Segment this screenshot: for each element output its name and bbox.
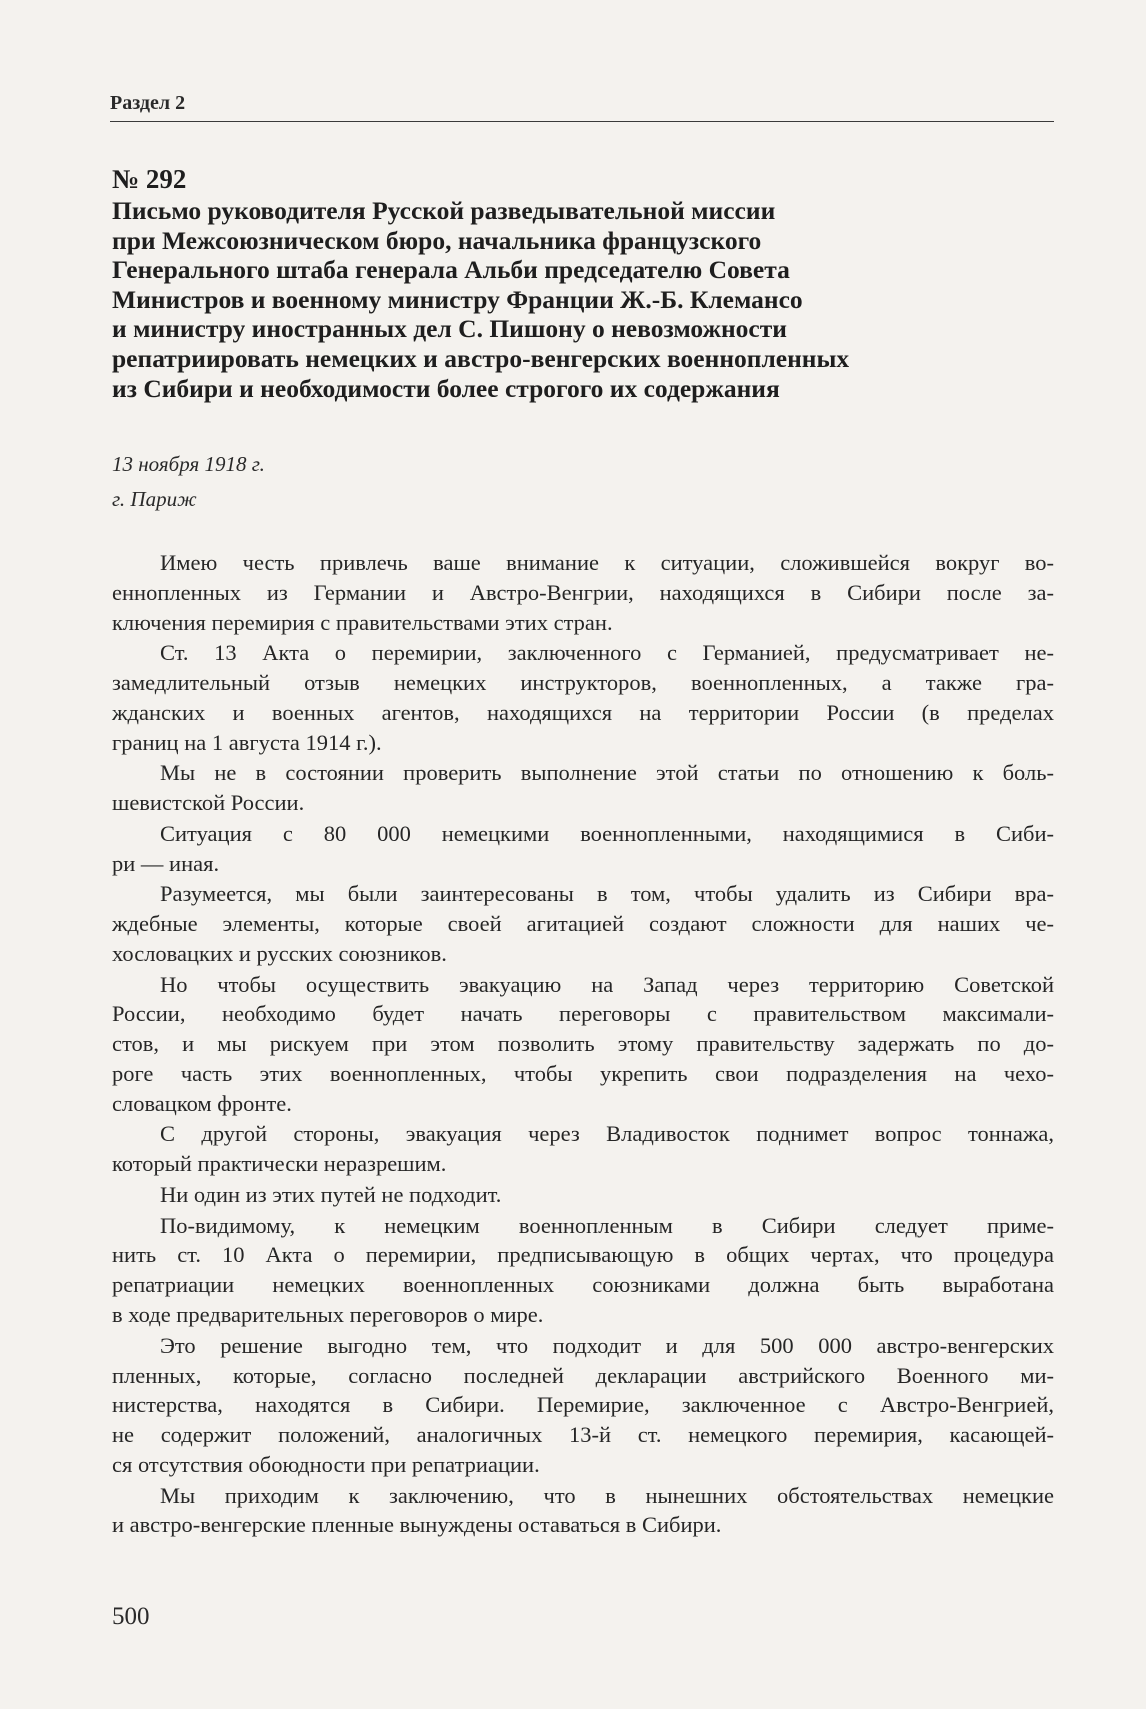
- title-line: Генерального штаба генерала Альби председателю Совета: [112, 255, 790, 285]
- body-paragraph: [112, 1211, 1054, 1330]
- body-line: хословацких и русских союзников.: [112, 940, 447, 966]
- body-line: Имею честь привлечь ваше внимание к ситуации, сложившейся вокруг во-: [160, 550, 1054, 575]
- body-line: пленных, которые, согласно последней декларации австрийского Военного ми-: [112, 1362, 1054, 1388]
- body-line: Ни один из этих путей не подходит.: [160, 1181, 502, 1207]
- body-paragraph: [112, 1481, 1054, 1541]
- body-line: замедлительный отзыв немецких инструкторов, военнопленных, а также гра-: [112, 670, 1054, 696]
- body-line: ключения перемирия с правительствами этих стран.: [112, 609, 613, 635]
- body-line: Ст. 13 Акта о перемирии, заключенного с Германией, предусматривает не-: [160, 640, 1054, 666]
- body-line: шевистской России.: [112, 790, 305, 816]
- body-line: По-видимому, к немецким военнопленным в Сибири следует приме-: [160, 1212, 1054, 1238]
- body-line: нить ст. 10 Акта о перемирии, предписывающую в общих чертах, что процедура: [112, 1242, 1054, 1268]
- title-line: репатриировать немецких и австро-венгерских военнопленных: [112, 343, 850, 373]
- body-line: ждебные элементы, которые своей агитацией создают сложности для наших че-: [112, 911, 1054, 937]
- body-line: Мы не в состоянии проверить выполнение этой статьи по отношению к боль-: [160, 760, 1054, 786]
- body-line: ся отсутствия обоюдности при репатриации.: [112, 1451, 540, 1477]
- header-rule: [110, 121, 1054, 122]
- body-line: в ходе предварительных переговоров о мире.: [112, 1302, 544, 1328]
- body-line: нистерства, находятся в Сибири. Перемирие, заключенное с Австро-Венгрией,: [112, 1392, 1054, 1418]
- body-paragraph: [112, 1119, 1054, 1179]
- title-line: из Сибири и необходимости более строгого их содержания: [112, 373, 780, 403]
- title-line: Министров и военному министру Франции Ж.-Б. Клемансо: [112, 284, 803, 314]
- body-paragraph: [112, 1331, 1054, 1480]
- document-place: г. Париж: [112, 487, 197, 511]
- body-line: словацком фронте.: [112, 1090, 292, 1116]
- title-line: Письмо руководителя Русской разведывательной миссии: [112, 196, 776, 225]
- body-line: Ситуация с 80 000 немецкими военнопленными, находящимися в Сиби-: [160, 820, 1054, 846]
- body-line: роге часть этих военнопленных, чтобы укрепить свои подразделения на чехо-: [112, 1061, 1054, 1086]
- body-line: Это решение выгодно тем, что подходит и для 500 000 австро-венгерских: [160, 1332, 1054, 1358]
- page-number: 500: [112, 1603, 150, 1630]
- body-paragraph: [112, 638, 1054, 757]
- body-line: России, необходимо будет начать переговоры с правительством максимали-: [112, 1001, 1054, 1027]
- document-title: [112, 196, 1052, 403]
- title-line: при Межсоюзническом бюро, начальника французского: [112, 225, 762, 255]
- body-line: жданских и военных агентов, находящихся на территории России (в пределах: [112, 699, 1054, 725]
- body-paragraph: [112, 758, 1054, 818]
- body-line: репатриации немецких военнопленных союзниками должна быть выработана: [112, 1272, 1054, 1298]
- body-line: который практически неразрешим.: [112, 1151, 447, 1177]
- body-paragraph: [112, 879, 1054, 968]
- body-line: Но чтобы осуществить эвакуацию на Запад через территорию Советской: [160, 971, 1054, 997]
- body-line: не содержит положений, аналогичных 13-й ст. немецкого перемирия, касающей-: [112, 1422, 1054, 1448]
- body-paragraph: [112, 1180, 1054, 1210]
- running-head: Раздел 2: [110, 92, 186, 114]
- body-line: Разумеется, мы были заинтересованы в том, чтобы удалить из Сибири вра-: [160, 881, 1054, 907]
- body-line: ри — иная.: [112, 850, 220, 876]
- body-paragraph: [112, 819, 1054, 879]
- body-line: еннопленных из Германии и Австро-Венгрии, находящихся в Сибири после за-: [112, 579, 1054, 605]
- letter-body: [112, 548, 1054, 1541]
- document-date: 13 ноября 1918 г.: [112, 452, 265, 476]
- body-line: и австро-венгерские пленные вынуждены оставаться в Сибири.: [112, 1512, 722, 1538]
- document-number: № 292: [112, 164, 187, 194]
- body-line: границ на 1 августа 1914 г.).: [112, 729, 382, 755]
- body-line: стов, и мы рискуем при этом позволить этому правительству задержать по до-: [112, 1031, 1054, 1057]
- body-line: Мы приходим к заключению, что в нынешних обстоятельствах немецкие: [160, 1482, 1054, 1508]
- body-paragraph: [112, 548, 1054, 637]
- body-line: С другой стороны, эвакуация через Владивосток поднимет вопрос тоннажа,: [160, 1121, 1054, 1147]
- title-line: и министру иностранных дел С. Пишону о невозможности: [112, 314, 787, 344]
- body-paragraph: [112, 970, 1054, 1119]
